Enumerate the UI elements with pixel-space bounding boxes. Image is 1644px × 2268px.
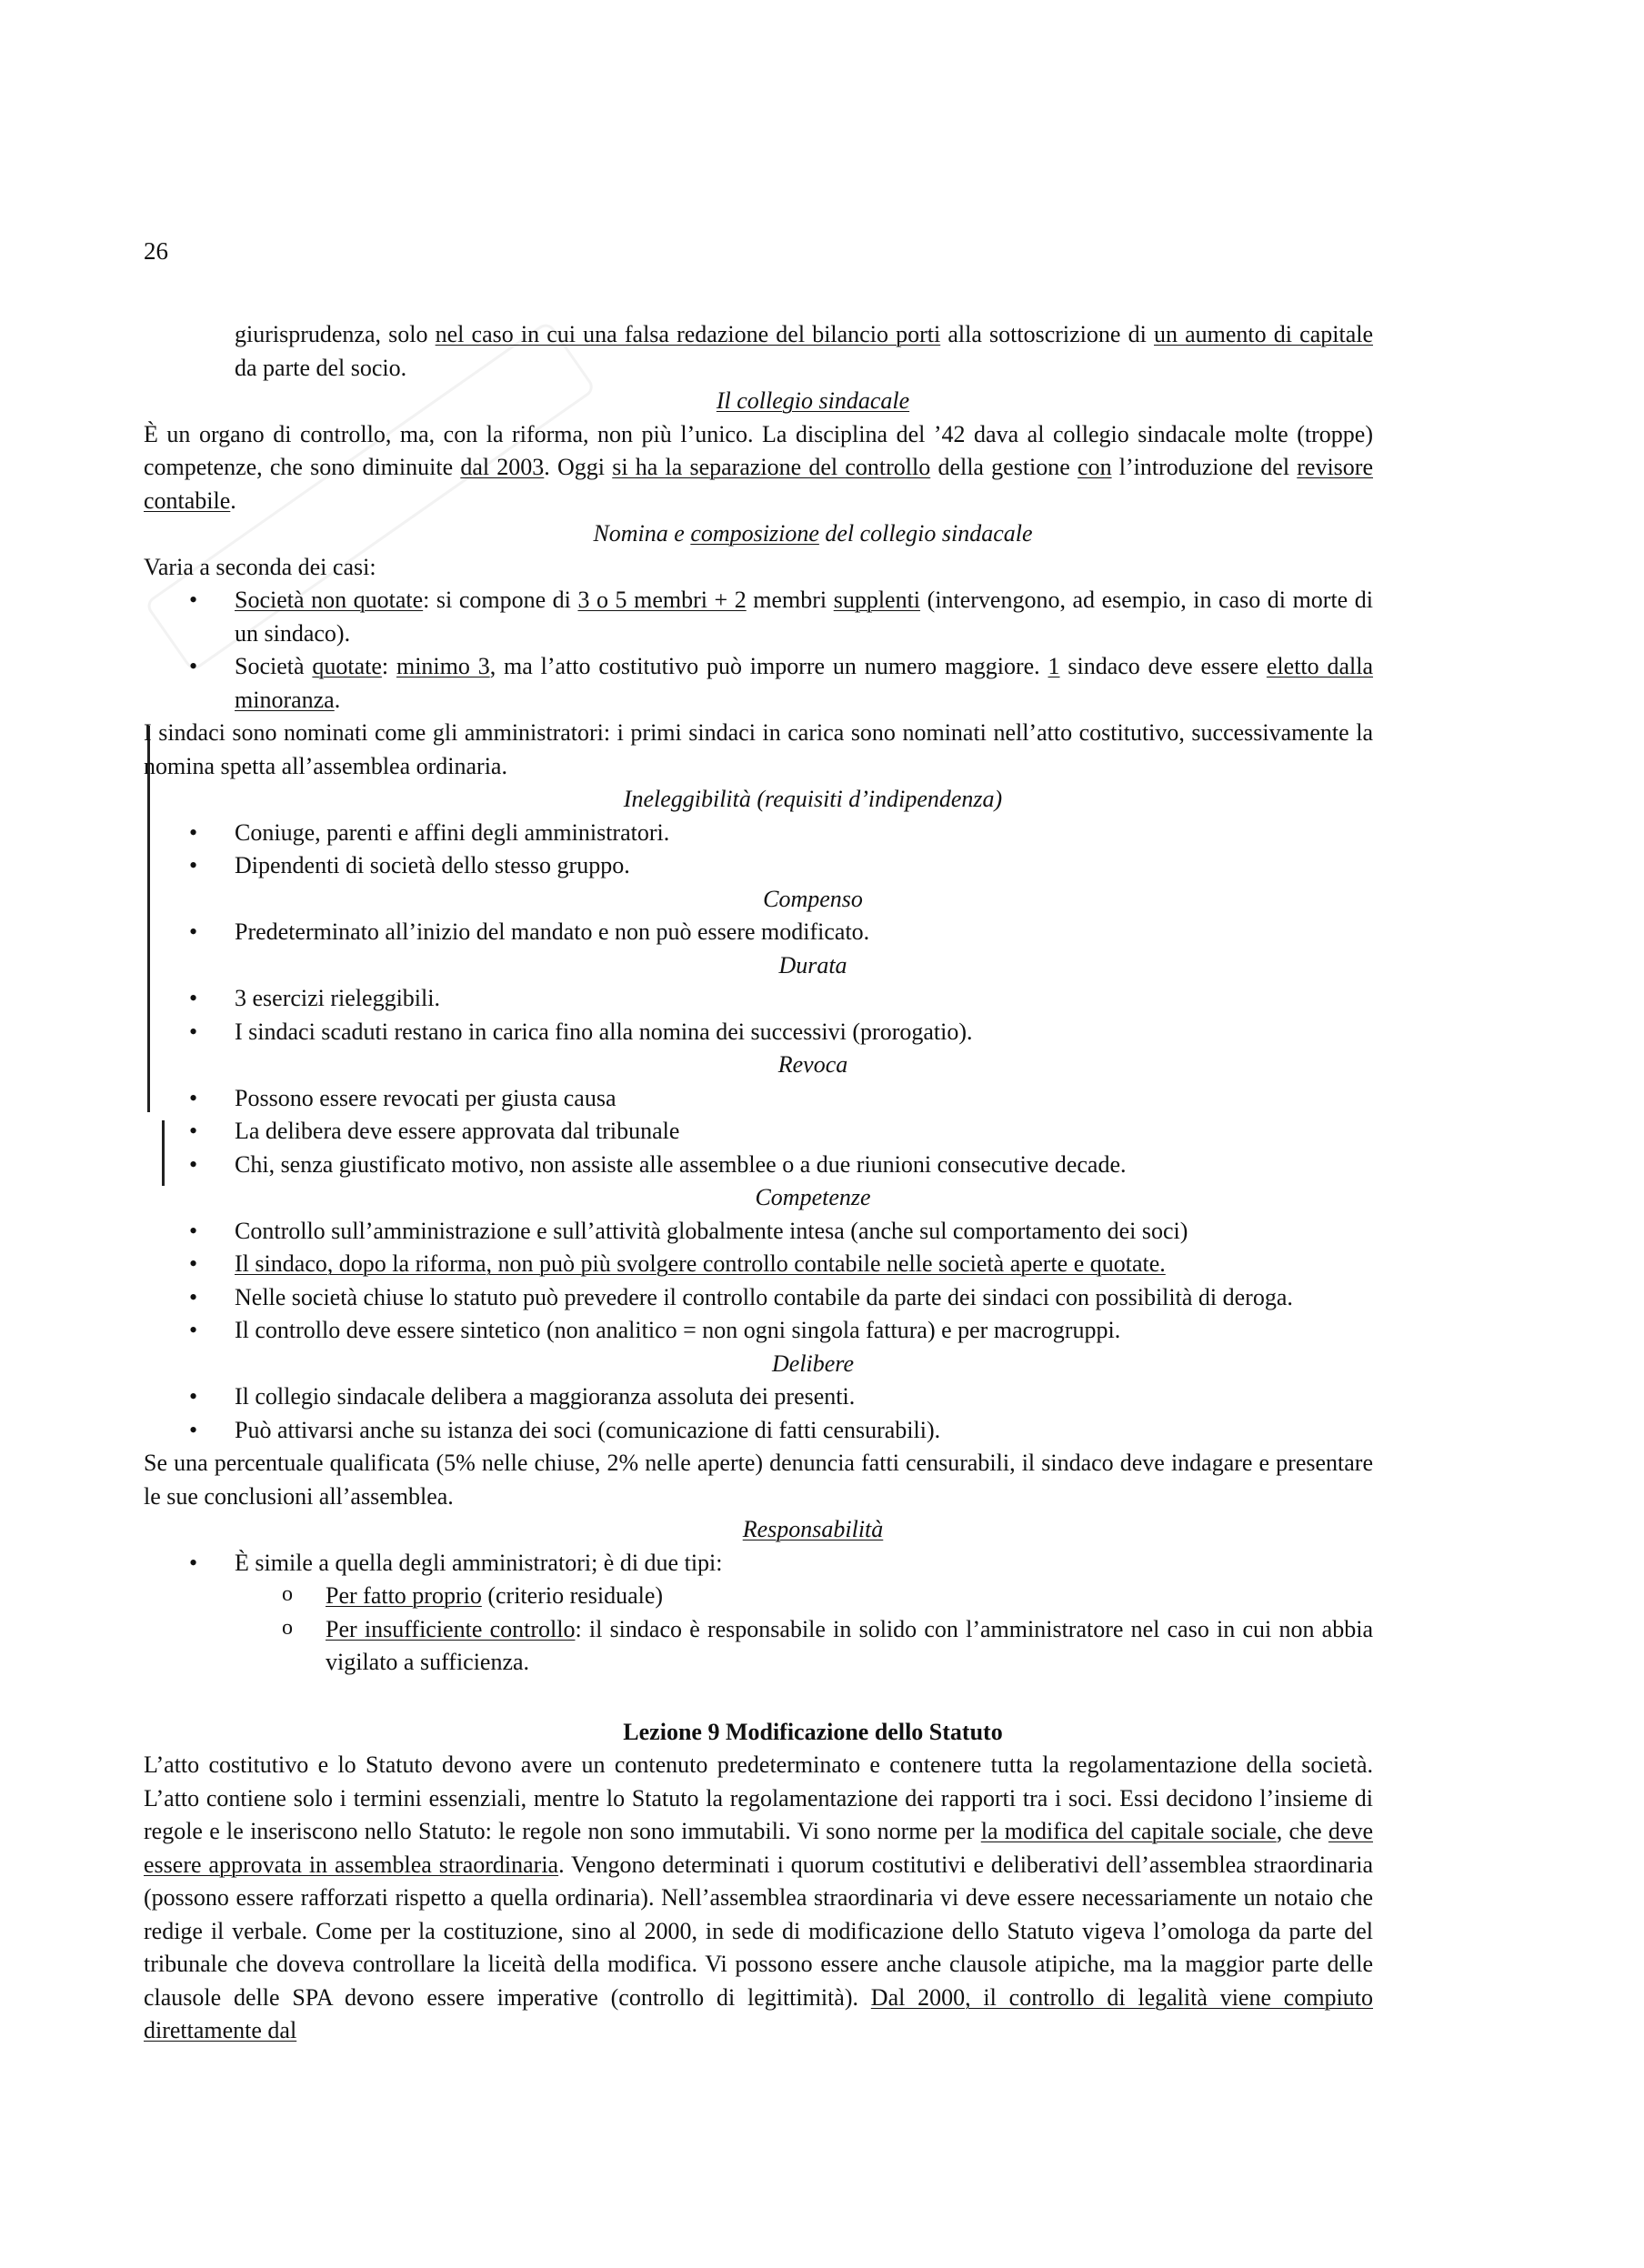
list-item: • La delibera deve essere approvata dal tribunale: [144, 1115, 1373, 1149]
section-heading-nomina: Nomina e composizione del collegio sindacale: [593, 520, 1033, 547]
lesson-paragraph: L’atto costitutivo e lo Statuto devono avere un contenuto predeterminato e contenere tutta la regolamentazione della società. L’atto contiene solo i termini essenziali, mentre lo Statuto la regolamentazione dei rapporti tra i soci. Essi decidono l’insieme di regole e le inseriscono nello Statuto: le regole non sono immutabili. Vi sono norme per la modifica del capitale sociale, che deve essere approvata in assemblea straordinaria. Vengono determinati i quorum costitutivi e deliberativi dell’assemblea straordinaria (possono essere rafforzati rispetto a quella ordinaria). Nell’assemblea straordinaria vi deve essere necessariamente un notaio che redige il verbale. Come per la costituzione, sino al 2000, in sede di modificazione dello Statuto vigeva l’omologa da parte del tribunale che doveva controllare la liceità della modifica. Vi possono essere anche clausole atipiche, ma la maggior parte delle clausole delle SPA devono essere imperative (controllo di legittimità). Dal 2000, il controllo di legalità viene compiuto direttamente dal: [144, 1751, 1374, 2043]
responsabilita-sublist: [144, 1580, 1373, 1680]
document-body: [144, 318, 1373, 2048]
list-item: • Il sindaco, dopo la riforma, non può più svolgere controllo contabile nelle società aperte e quotate.: [144, 1248, 1373, 1281]
delibere-list: [144, 1380, 1373, 1447]
section-heading-durata: Durata: [778, 951, 847, 978]
list-item: • Nelle società chiuse lo statuto può prevedere il controllo contabile da parte dei sindaci con possibilità di deroga.: [144, 1281, 1373, 1315]
section-heading-collegio: Il collegio sindacale: [716, 387, 910, 414]
section-heading-revoca: Revoca: [777, 1051, 848, 1078]
nomina-list: [144, 584, 1373, 717]
list-item: • Possono essere revocati per giusta causa: [144, 1082, 1373, 1116]
section-heading-compenso: Compenso: [763, 885, 863, 912]
list-item: • Controllo sull’amministrazione e sull’attività globalmente intesa (anche sul comportamento dei soci): [144, 1215, 1373, 1249]
competenze-list: [144, 1215, 1373, 1348]
list-item: • Coniuge, parenti e affini degli amministratori.: [144, 817, 1373, 850]
ineleggibilita-list: [144, 817, 1373, 883]
list-item: • Il collegio sindacale delibera a maggioranza assoluta dei presenti.: [144, 1380, 1373, 1414]
compenso-list: [144, 916, 1373, 949]
sublist-item: o Per insufficiente controllo: il sindaco è responsabile in solido con l’amministratore nel caso in cui non abbia vigilato a sufficienza.: [144, 1613, 1373, 1680]
responsabilita-list: [144, 1547, 1373, 1581]
section-heading-competenze: Competenze: [755, 1184, 871, 1210]
section-heading-delibere: Delibere: [772, 1350, 854, 1377]
list-item: • Chi, senza giustificato motivo, non assiste alle assemblee o a due riunioni consecutive decade.: [144, 1149, 1373, 1182]
list-item: • Società quotate: minimo 3, ma l’atto costitutivo può imporre un numero maggiore. 1 sindaco deve essere eletto dalla minoranza.: [144, 650, 1373, 717]
section-heading-responsabilita: Responsabilità: [742, 1516, 884, 1542]
list-item: • 3 esercizi rieleggibili.: [144, 982, 1373, 1016]
list-item: • Predeterminato all’inizio del mandato e non può essere modificato.: [144, 916, 1373, 949]
durata-list: [144, 982, 1373, 1049]
intro-paragraph: giurisprudenza, solo nel caso in cui una falsa redazione del bilancio porti alla sottoscrizione di un aumento di capitale da parte del socio.: [235, 321, 1373, 381]
revoca-list: [144, 1082, 1373, 1182]
nomina-intro: Varia a seconda dei casi:: [144, 553, 376, 580]
lesson-heading: Lezione 9 Modificazione dello Statuto: [623, 1718, 1003, 1745]
list-item: • È simile a quella degli amministratori; è di due tipi:: [144, 1547, 1373, 1581]
list-item: • Può attivarsi anche su istanza dei soci (comunicazione di fatti censurabili).: [144, 1414, 1373, 1448]
section-heading-ineleggibilita: Ineleggibilità (requisiti d’indipendenza): [623, 786, 1003, 812]
nomina-paragraph: I sindaci sono nominati come gli amministratori: i primi sindaci in carica sono nominati nell’atto costitutivo, successivamente la nomina spetta all’assemblea ordinaria.: [144, 719, 1373, 779]
page-number: 26: [144, 237, 168, 265]
list-item: • Dipendenti di società dello stesso gruppo.: [144, 849, 1373, 883]
collegio-paragraph: È un organo di controllo, ma, con la riforma, non più l’unico. La disciplina del ’42 dava al collegio sindacale molte (troppe) competenze, che sono diminuite dal 2003. Oggi si ha la separazione del controllo della gestione con l’introduzione del revisore contabile.: [144, 420, 1373, 514]
list-item: • I sindaci scaduti restano in carica fino alla nomina dei successivi (prorogatio).: [144, 1016, 1373, 1049]
list-item: • Società non quotate: si compone di 3 o 5 membri + 2 membri supplenti (intervengono, ad esempio, in caso di morte di un sindaco).: [144, 584, 1373, 650]
list-item: • Il controllo deve essere sintetico (non analitico = non ogni singola fattura) e per macrogruppi.: [144, 1314, 1373, 1348]
sublist-item: o Per fatto proprio (criterio residuale): [144, 1580, 1373, 1613]
delibere-paragraph: Se una percentuale qualificata (5% nelle chiuse, 2% nelle aperte) denuncia fatti censurabili, il sindaco deve indagare e presentare le sue conclusioni all’assemblea.: [144, 1450, 1373, 1510]
